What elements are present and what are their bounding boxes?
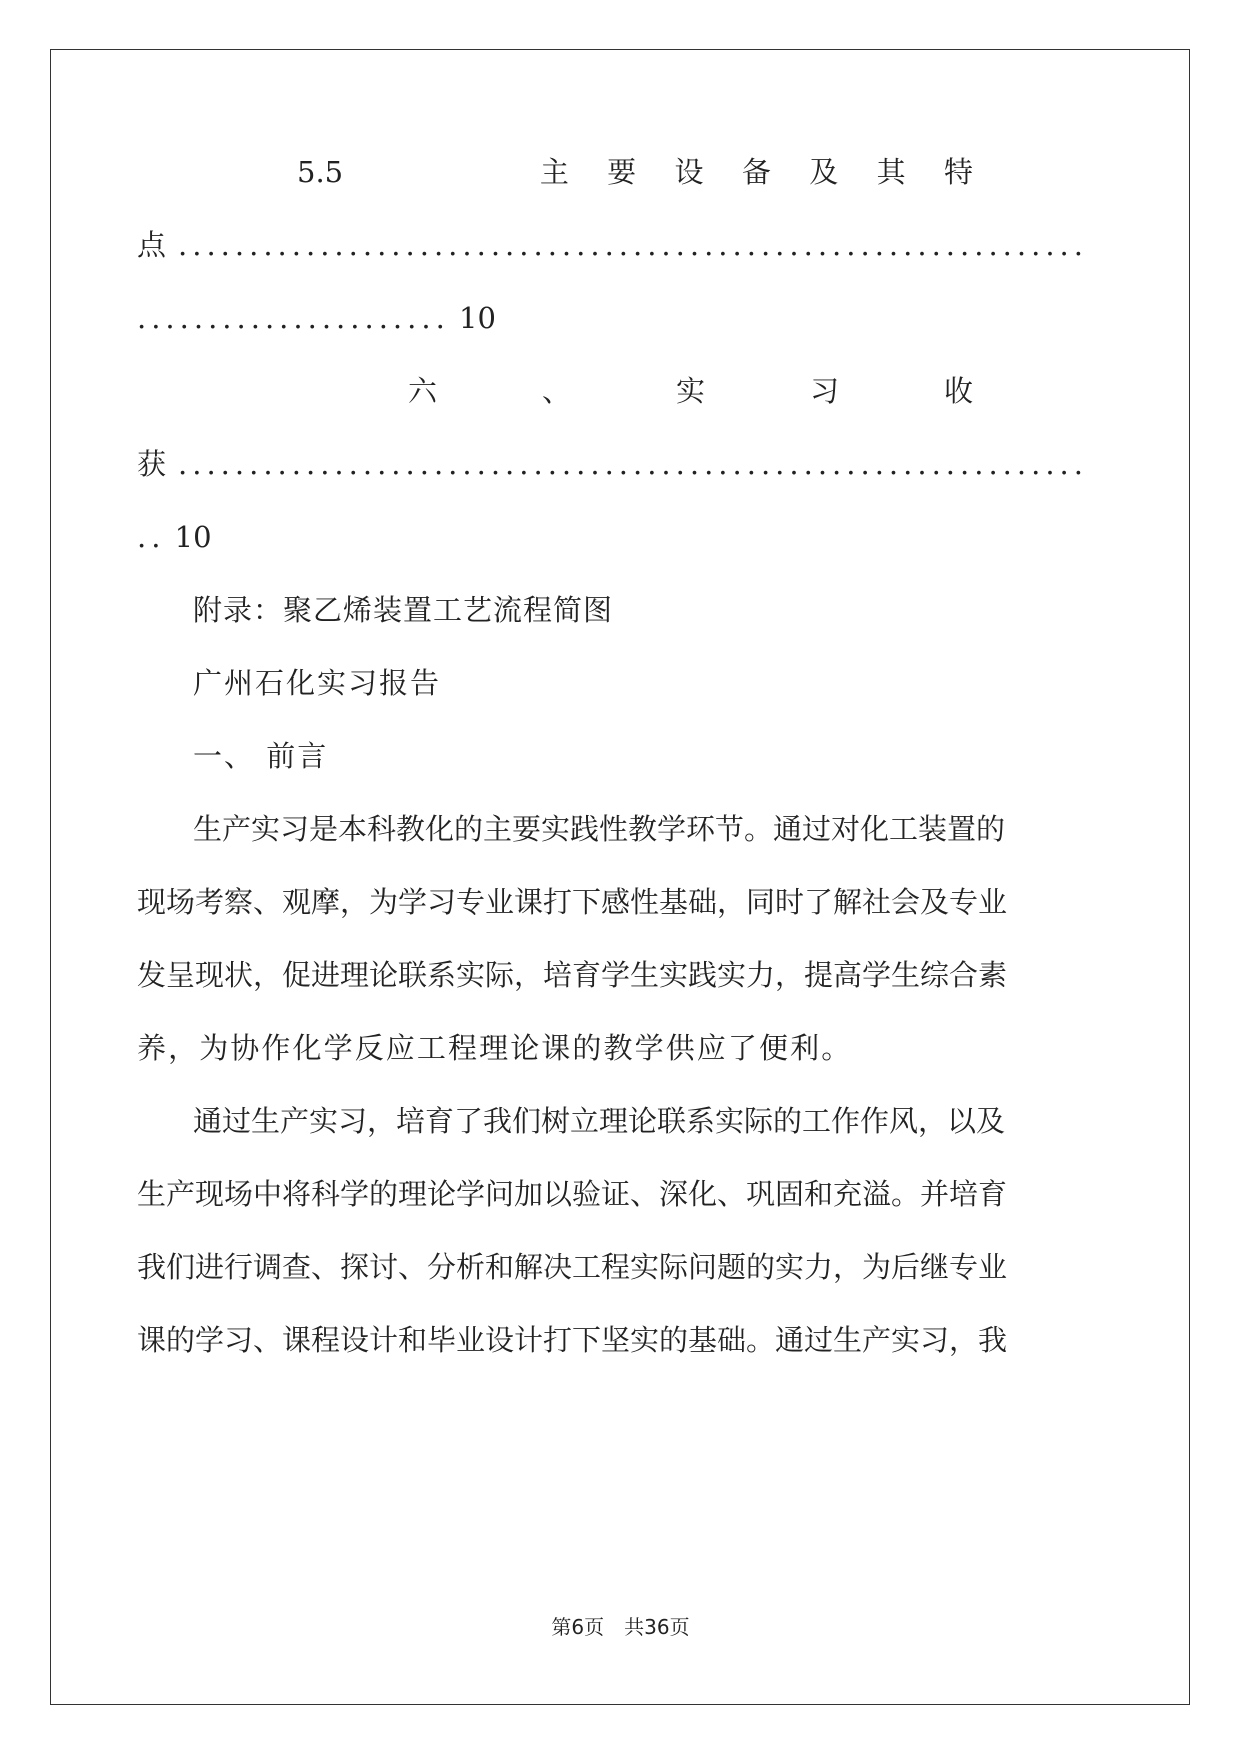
- toc-item-5-5-leader: [137, 225, 1088, 265]
- paragraph-line: 通过生产实习，培育了我们树立理论联系实际的工作作风，以及: [193, 1104, 1006, 1138]
- toc-dots: ..: [137, 520, 166, 554]
- toc-char: 要: [607, 155, 637, 189]
- toc-item-6-leader: [137, 444, 1088, 484]
- toc-wrap-char: 获: [137, 447, 167, 481]
- toc-char: 六: [408, 374, 438, 408]
- toc-char: 其: [876, 155, 906, 189]
- toc-item-6-heading: [408, 371, 973, 411]
- toc-char: 收: [943, 374, 973, 408]
- paragraph-line: 现场考察、观摩，为学习专业课打下感性基础，同时了解社会及专业: [137, 885, 1008, 919]
- section-heading: 一、 前言: [193, 739, 329, 773]
- paragraph-line: 发呈现状，促进理论联系实际，培育学生实践实力，提高学生综合素: [137, 958, 1008, 992]
- toc-char: 习: [809, 374, 839, 408]
- toc-dots: ................................................................: [178, 228, 1088, 262]
- toc-item-6-page-line: [137, 517, 537, 557]
- footer-total-pages: 36: [644, 1615, 670, 1639]
- paragraph-line: 我们进行调查、探讨、分析和解决工程实际问题的实力，为后继专业: [137, 1250, 1008, 1284]
- toc-char: 、: [541, 374, 571, 408]
- footer-page-mid: 页 共: [584, 1615, 645, 1639]
- toc-wrap-char: 点: [137, 228, 167, 262]
- toc-dots: ................................................................: [178, 447, 1088, 481]
- toc-item-5-5-heading: [297, 152, 973, 192]
- toc-char: 主: [539, 155, 569, 189]
- toc-dots: ......................: [137, 301, 450, 335]
- toc-item-number: 5.5: [297, 155, 344, 189]
- footer-page-suffix: 页: [669, 1615, 690, 1639]
- toc-char: 及: [809, 155, 839, 189]
- toc-char: 实: [675, 374, 705, 408]
- paragraph-line: 养，为协作化学反应工程理论课的教学供应了便利。: [137, 1031, 853, 1065]
- paragraph-line: 生产实习是本科教化的主要实践性教学环节。通过对化工装置的: [193, 812, 1006, 846]
- paragraph-line: 生产现场中将科学的理论学问加以验证、深化、巩固和充溢。并培育: [137, 1177, 1008, 1211]
- toc-page-number: 10: [174, 520, 212, 554]
- toc-char: 特: [943, 155, 973, 189]
- report-title: 广州石化实习报告: [193, 666, 442, 700]
- paragraph-line: 课的学习、课程设计和毕业设计打下坚实的基础。通过生产实习，我: [137, 1323, 1008, 1357]
- toc-page-number: 10: [459, 301, 496, 335]
- page-footer: [0, 1611, 1241, 1640]
- toc-char: 备: [741, 155, 771, 189]
- toc-item-5-5-page-line: [137, 298, 737, 338]
- toc-appendix: 附录：聚乙烯装置工艺流程简图: [193, 593, 614, 627]
- toc-char: 设: [674, 155, 704, 189]
- footer-page-prefix: 第: [551, 1615, 572, 1639]
- footer-page-number: 6: [571, 1615, 585, 1639]
